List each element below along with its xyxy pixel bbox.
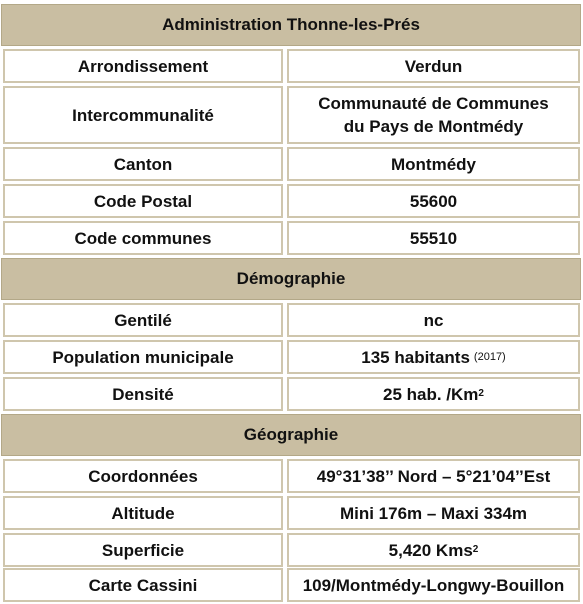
section-header-administration: Administration Thonne-les-Prés bbox=[1, 4, 581, 46]
row-value-arrondissement: Verdun bbox=[287, 49, 580, 83]
row-value-code-communes: 55510 bbox=[287, 221, 580, 255]
row-label-canton: Canton bbox=[3, 147, 283, 181]
row-label-code-postal: Code Postal bbox=[3, 184, 283, 218]
row-label-carte-cassini: Carte Cassini bbox=[3, 568, 283, 602]
intercommunalite-line-1: Communauté de Communes bbox=[318, 94, 549, 113]
section-header-geographie: Géographie bbox=[1, 414, 581, 456]
row-label-coordonnees: Coordonnées bbox=[3, 459, 283, 493]
row-value-altitude: Mini 176m – Maxi 334m bbox=[287, 496, 580, 530]
row-value-carte-cassini: 109/Montmédy-Longwy-Bouillon bbox=[287, 568, 580, 602]
row-label-altitude: Altitude bbox=[3, 496, 283, 530]
row-label-superficie: Superficie bbox=[3, 533, 283, 567]
row-value-densite: 25 hab. /Km 2 bbox=[287, 377, 580, 411]
section-header-demographie: Démographie bbox=[1, 258, 581, 300]
row-label-gentile: Gentilé bbox=[3, 303, 283, 337]
row-value-superficie: 5,420 Kms 2 bbox=[287, 533, 580, 567]
row-label-intercommunalite: Intercommunalité bbox=[3, 86, 283, 144]
row-label-densite: Densité bbox=[3, 377, 283, 411]
row-value-population bbox=[287, 340, 580, 374]
row-value-coordonnees: 49°31’38’’ Nord – 5°21’04’’Est bbox=[287, 459, 580, 493]
population-count: 135 habitants bbox=[361, 347, 470, 367]
row-label-code-communes: Code communes bbox=[3, 221, 283, 255]
row-value-code-postal: 55600 bbox=[287, 184, 580, 218]
superficie-value: 5,420 Kms bbox=[388, 540, 473, 560]
row-value-canton: Montmédy bbox=[287, 147, 580, 181]
population-year: (2017) bbox=[473, 350, 506, 363]
row-label-arrondissement: Arrondissement bbox=[3, 49, 283, 83]
densite-value: 25 hab. /Km bbox=[383, 384, 479, 404]
row-value-intercommunalite bbox=[287, 86, 580, 144]
row-label-population: Population municipale bbox=[3, 340, 283, 374]
intercommunalite-line-2: du Pays de Montmédy bbox=[343, 117, 524, 136]
row-value-gentile: nc bbox=[287, 303, 580, 337]
